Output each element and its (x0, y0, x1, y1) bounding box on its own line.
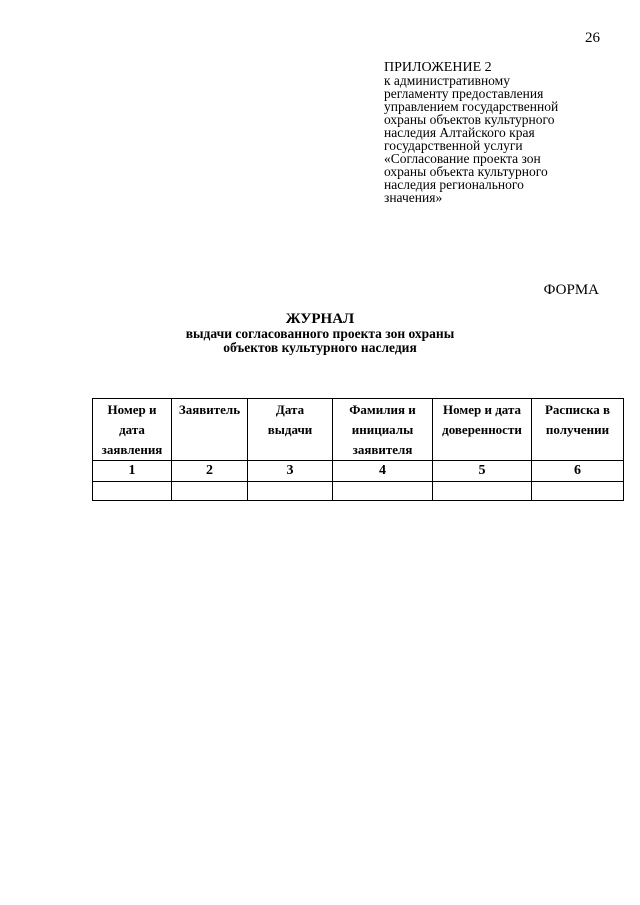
table-cell (333, 482, 433, 501)
appendix-line: наследия регионального (384, 177, 524, 192)
header-line: Дата (275, 402, 305, 417)
column-header-receipt (532, 399, 624, 461)
header-line: инициалы (351, 422, 414, 437)
appendix-line: охраны объекта культурного (384, 164, 548, 179)
header-line: Расписка в (544, 402, 611, 417)
journal-table (92, 398, 624, 501)
appendix-block (384, 61, 600, 204)
journal-subtitle (0, 327, 640, 355)
header-line: получении (545, 422, 610, 437)
header-line: выдачи (267, 422, 313, 437)
header-line: Номер и дата (443, 402, 521, 417)
column-number: 6 (532, 461, 624, 482)
column-number: 2 (172, 461, 248, 482)
table-cell (248, 482, 333, 501)
appendix-line: наследия Алтайского края (384, 125, 535, 140)
journal-subtitle-line: выдачи согласованного проекта зон охраны (185, 326, 455, 341)
header-line: доверенности (442, 422, 522, 437)
header-line: дата (119, 422, 145, 437)
column-header-applicant (172, 399, 248, 461)
table-cell (433, 482, 532, 501)
journal-title: ЖУРНАЛ (285, 311, 355, 327)
header-line: заявителя (352, 442, 413, 457)
column-header-issue-date (248, 399, 333, 461)
journal-subtitle-line: объектов культурного наследия (223, 340, 417, 355)
table-cell (93, 482, 172, 501)
column-header-power-of-attorney (433, 399, 532, 461)
table-header-row (93, 399, 624, 461)
appendix-line: управлением государственной (384, 99, 559, 114)
appendix-line: значения» (384, 190, 443, 205)
table-row (93, 482, 624, 501)
column-number: 4 (333, 461, 433, 482)
header-line: заявления (101, 442, 163, 457)
header-line: Фамилия и (349, 402, 416, 417)
table-cell (172, 482, 248, 501)
appendix-line: охраны объектов культурного (384, 112, 555, 127)
column-header-applicant-name (333, 399, 433, 461)
column-number: 1 (93, 461, 172, 482)
table-cell (532, 482, 624, 501)
header-line: Заявитель (178, 402, 241, 417)
column-header-application-number-date (93, 399, 172, 461)
appendix-body (384, 74, 600, 204)
page-number: 26 (585, 30, 600, 46)
column-number: 5 (433, 461, 532, 482)
header-line: Номер и (107, 402, 157, 417)
appendix-line: государственной услуги (384, 138, 523, 153)
form-label: ФОРМА (543, 282, 599, 298)
appendix-line: к административному (384, 73, 510, 88)
column-number-row (93, 461, 624, 482)
appendix-title: ПРИЛОЖЕНИЕ 2 (384, 60, 492, 75)
appendix-line: «Согласование проекта зон (384, 151, 541, 166)
column-number: 3 (248, 461, 333, 482)
appendix-line: регламенту предоставления (384, 86, 544, 101)
